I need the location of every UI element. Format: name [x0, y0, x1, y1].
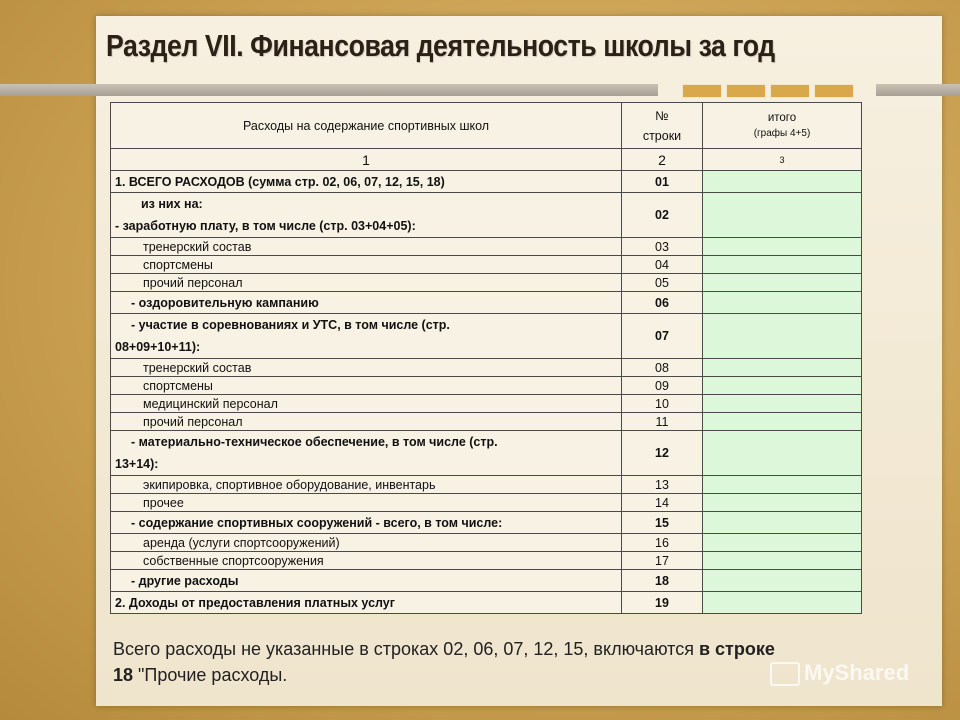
footer-note: Всего расходы не указанные в строках 02, 06, 07, 12, 15, включаются в строке 18 "Прочие расходы.	[113, 639, 775, 685]
table-row: прочий персонал 11	[111, 413, 862, 431]
value-cell[interactable]	[703, 592, 862, 614]
table-row: 2. Доходы от предоставления платных услуг 19	[111, 592, 862, 614]
table-row: 1. ВСЕГО РАСХОДОВ (сумма стр. 02, 06, 07, 12, 15, 18) 01	[111, 171, 862, 193]
decor-bar-left	[0, 84, 658, 96]
value-cell[interactable]	[703, 377, 862, 395]
value-cell[interactable]	[703, 171, 862, 193]
table-row: - участие в соревнованиях и УТС, в том числе (стр. 08+09+10+11): 07	[111, 314, 862, 359]
header-row-number: № строки	[622, 103, 703, 149]
table-row: - содержание спортивных сооружений - всего, в том числе: 15	[111, 512, 862, 534]
value-cell[interactable]	[703, 256, 862, 274]
header-expenses: Расходы на содержание спортивных школ	[111, 103, 622, 149]
value-cell[interactable]	[703, 238, 862, 256]
value-cell[interactable]	[703, 476, 862, 494]
value-cell[interactable]	[703, 314, 862, 359]
value-cell[interactable]	[703, 359, 862, 377]
value-cell[interactable]	[703, 552, 862, 570]
table-row: спортсмены 09	[111, 377, 862, 395]
page-title: Раздел VII. Финансовая деятельность школы за год	[106, 28, 775, 63]
table-row: медицинский персонал 10	[111, 395, 862, 413]
value-cell[interactable]	[703, 413, 862, 431]
value-cell[interactable]	[703, 570, 862, 592]
table-row: - оздоровительную кампанию 06	[111, 292, 862, 314]
value-cell[interactable]	[703, 395, 862, 413]
table-row: тренерский состав 03	[111, 238, 862, 256]
value-cell[interactable]	[703, 274, 862, 292]
value-cell[interactable]	[703, 193, 862, 238]
table-row: - материально-техническое обеспечение, в том числе (стр. 13+14): 12	[111, 431, 862, 476]
watermark-logo: MyShared	[770, 660, 909, 686]
value-cell[interactable]	[703, 494, 862, 512]
table-row: - другие расходы 18	[111, 570, 862, 592]
table-row: собственные спортсооружения 17	[111, 552, 862, 570]
decor-bar-right	[876, 84, 960, 96]
logo-icon	[770, 662, 800, 686]
value-cell[interactable]	[703, 292, 862, 314]
value-cell[interactable]	[703, 512, 862, 534]
table-row: из них на: - заработную плату, в том числе (стр. 03+04+05): 02	[111, 193, 862, 238]
table-row: прочий персонал 05	[111, 274, 862, 292]
table-row: прочее 14	[111, 494, 862, 512]
column-number-row: 1 2 3	[111, 149, 862, 171]
table-row: тренерский состав 08	[111, 359, 862, 377]
value-cell[interactable]	[703, 431, 862, 476]
table-row: экипировка, спортивное оборудование, инвентарь 13	[111, 476, 862, 494]
finance-table	[110, 102, 862, 614]
header-total: итого (графы 4+5)	[703, 103, 862, 149]
table-row: аренда (услуги спортсооружений) 16	[111, 534, 862, 552]
value-cell[interactable]	[703, 534, 862, 552]
table-header-row	[111, 103, 862, 149]
table-row: спортсмены 04	[111, 256, 862, 274]
